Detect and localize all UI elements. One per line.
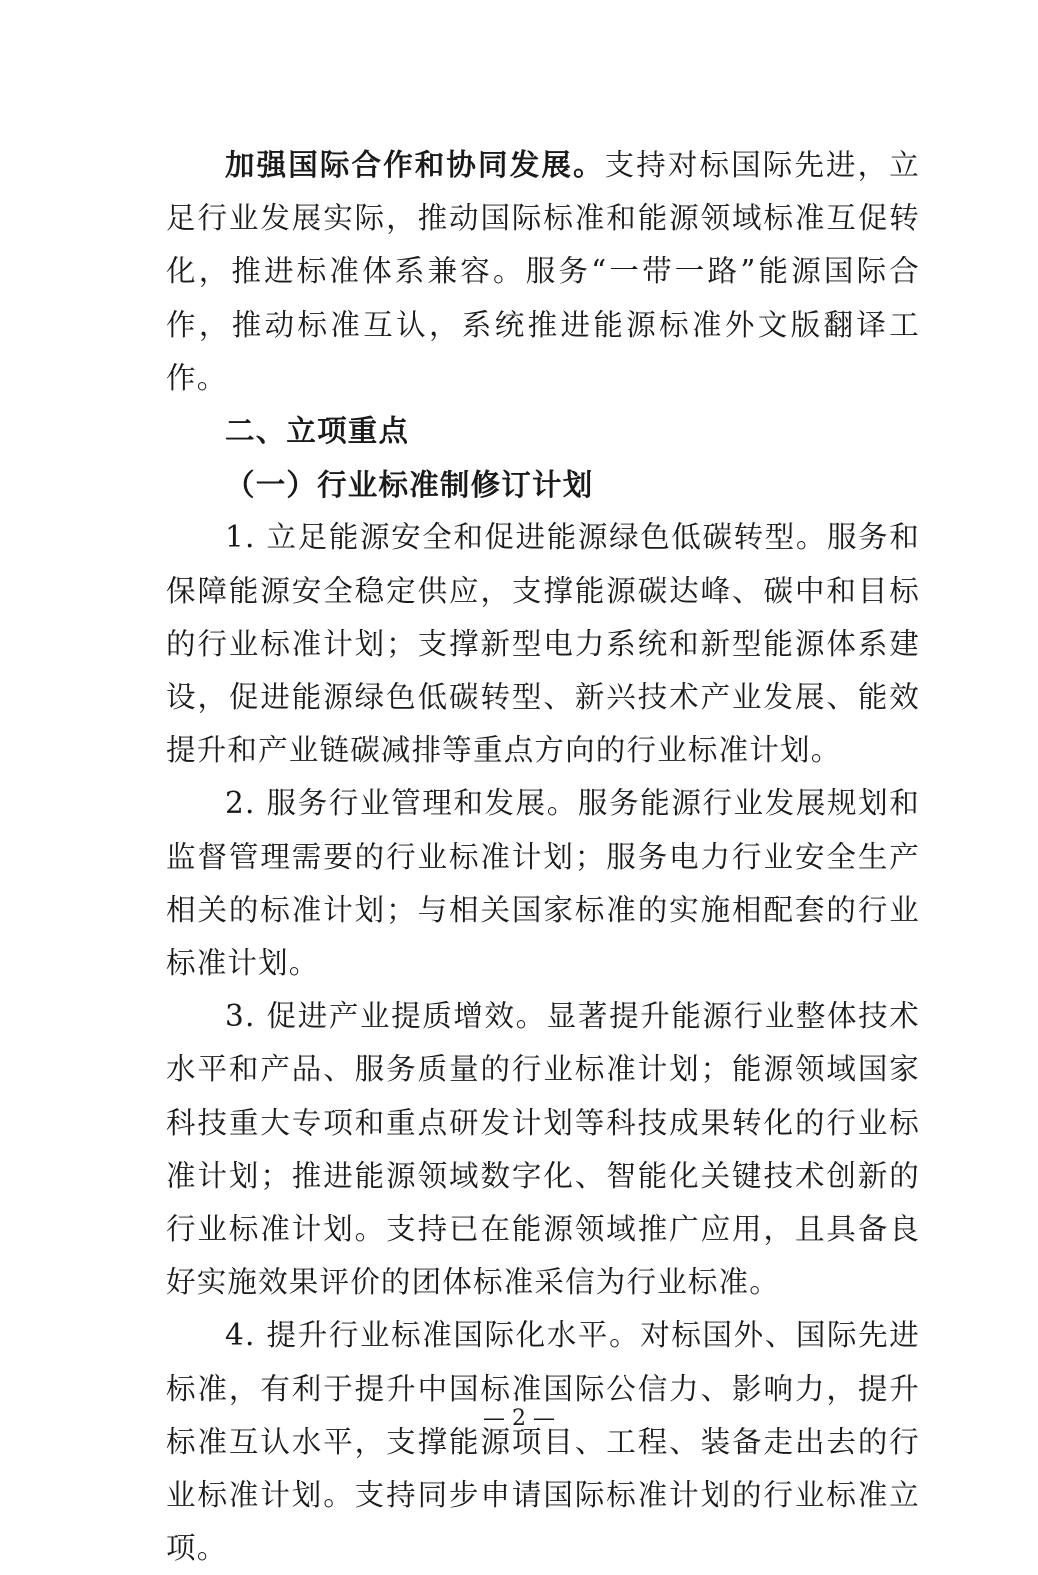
document-body [166, 138, 920, 1575]
item-paragraph-2: 2. 服务行业管理和发展。服务能源行业发展规划和监督管理需要的行业标准计划；服务电力行业安全生产相关的标准计划；与相关国家标准的实施相配套的行业标准计划。 [166, 786, 920, 981]
item-paragraph-4: 4. 提升行业标准国际化水平。对标国外、国际先进标准，有利于提升中国标准国际公信力、影响力，提升标准互认水平，支撑能源项目、工程、装备走出去的行业标准计划。支持同步申请国际标准计划的行业标准立项。 [166, 1318, 920, 1566]
page-number: — 2 — [483, 1406, 555, 1431]
intro-text: 支持对标国际先进，立足行业发展实际，推动国际标准和能源领域标准互促转化，推进标准体系兼容。服务“一带一路”能源国际合作，推动标准互认，系统推进能源标准外文版翻译工作。 [166, 148, 920, 395]
subsection-title: （一）行业标准制修订计划 [225, 467, 594, 503]
item-paragraph-1: 1. 立足能源安全和促进能源绿色低碳转型。服务和保障能源安全稳定供应，支撑能源碳达峰、碳中和目标的行业标准计划；支撑新型电力系统和新型能源体系建设，促进能源绿色低碳转型、新兴技术产业发展、能效提升和产业链碳减排等重点方向的行业标准计划。 [166, 520, 920, 768]
section-title: 二、立项重点 [225, 414, 410, 449]
intro-paragraph [166, 138, 920, 405]
item-paragraph-3: 3. 促进产业提质增效。显著提升能源行业整体技术水平和产品、服务质量的行业标准计划；能源领域国家科技重大专项和重点研发计划等科技成果转化的行业标准计划；推进能源领域数字化、智能化关键技术创新的行业标准计划。支持已在能源领域推广应用，且具备良好实施效果评价的团体标准采信为行业标准。 [166, 999, 920, 1300]
intro-bold-lead: 加强国际合作和协同发展。 [225, 147, 605, 182]
